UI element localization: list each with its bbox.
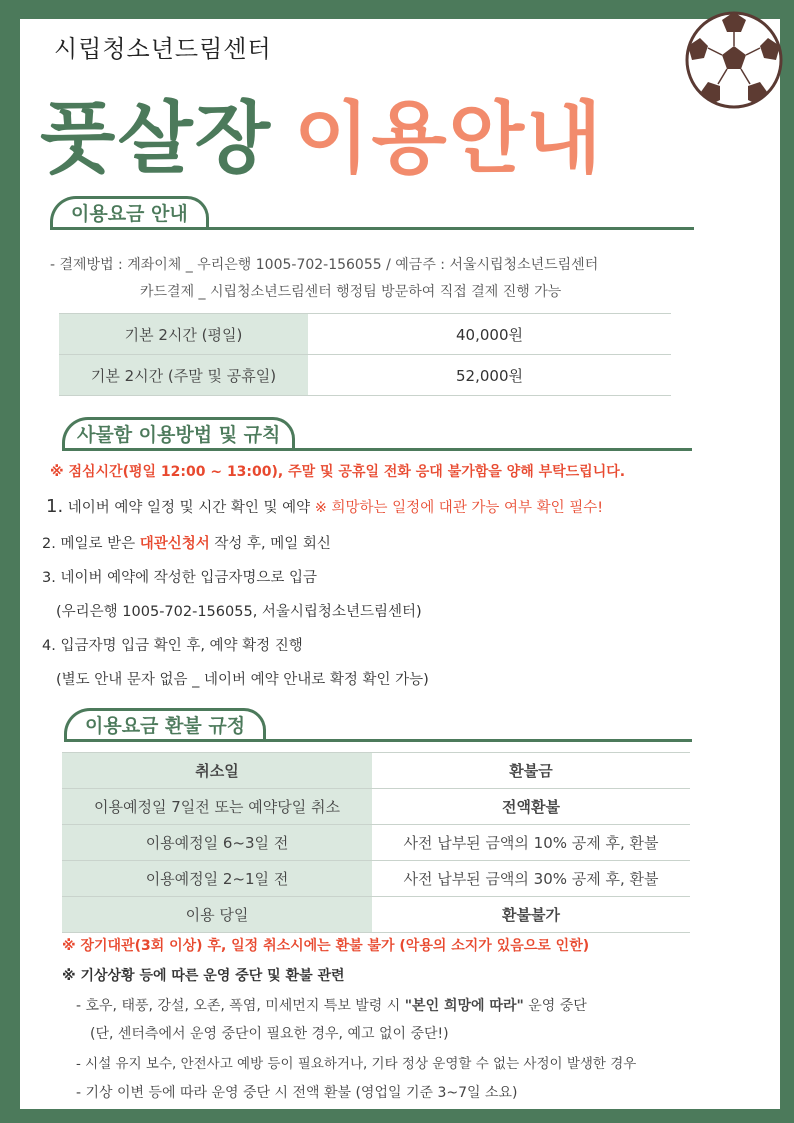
rules-section-title: 사물함 이용방법 및 규칙: [62, 417, 295, 450]
step-2: [42, 532, 331, 553]
weather-line-2: - 시설 유지 보수, 안전사고 예방 등이 필요하거나, 기타 정상 운영할 수 없는 사정이 발생한 경우: [76, 1056, 637, 1072]
soccer-ball-icon: [684, 10, 784, 110]
step-3: 3. 네이버 예약에 작성한 입금자명으로 입금: [42, 570, 317, 586]
refund-row: [62, 897, 690, 933]
price-table: [59, 313, 671, 396]
weather-line-1-sub: (단, 센터측에서 운영 중단이 필요한 경우, 예고 없이 중단!): [90, 1026, 449, 1042]
refund-amount: 환불불가: [372, 897, 690, 933]
weather-title: ※ 기상상황 등에 따른 운영 중단 및 환불 관련: [62, 968, 345, 984]
refund-day: 이용예정일 2~1일 전: [62, 861, 372, 897]
long-term-warning: ※ 장기대관(3회 이상) 후, 일정 취소시에는 환불 불가 (악용의 소지가 있음으로 인한): [62, 938, 590, 954]
weather-line-1: [76, 995, 587, 1015]
title-orange: 이용안내: [294, 94, 604, 184]
step-4-sub: (별도 안내 문자 없음 _ 네이버 예약 안내로 확정 확인 가능): [56, 672, 429, 688]
refund-day: 이용 당일: [62, 897, 372, 933]
refund-amount: 사전 납부된 금액의 30% 공제 후, 환불: [372, 861, 690, 897]
rules-section-header: [62, 417, 692, 451]
refund-section-header: [64, 708, 692, 742]
step-1-text: 네이버 예약 일정 및 시간 확인 및 예약: [67, 500, 311, 516]
step-3-sub: (우리은행 1005-702-156055, 서울시립청소년드림센터): [56, 604, 422, 620]
refund-section-title: 이용요금 환불 규정: [64, 708, 266, 741]
step-1-note: ※ 희망하는 일정에 대관 가능 여부 확인 필수!: [314, 500, 604, 516]
fee-section-header: [50, 196, 694, 230]
refund-row: [62, 825, 690, 861]
step-4: 4. 입금자명 입금 확인 후, 예약 확정 진행: [42, 638, 303, 654]
title-green: 풋살장: [40, 94, 273, 184]
fee-section-title: 이용요금 안내: [50, 196, 209, 229]
step-2-prefix: 2. 메일로 받은: [42, 536, 136, 552]
refund-header-day: 취소일: [62, 753, 372, 789]
step-1: [46, 496, 603, 517]
step-1-number: 1.: [46, 496, 64, 517]
refund-day: 이용예정일 6~3일 전: [62, 825, 372, 861]
refund-row: [62, 861, 690, 897]
weather-line-1-pre: - 호우, 태풍, 강설, 오존, 폭염, 미세먼지 특보 발령 시: [76, 998, 401, 1014]
weather-line-1-bold: "본인 희망에 따라": [404, 998, 524, 1014]
price-row: [59, 314, 671, 355]
refund-header-amount: 환불금: [372, 753, 690, 789]
weather-line-1-post: 운영 중단: [528, 998, 587, 1014]
organization-name: 시립청소년드림센터: [54, 35, 272, 63]
price-row: [59, 355, 671, 396]
section-line: [50, 227, 694, 230]
price-label: 기본 2시간 (평일): [59, 314, 308, 355]
step-2-highlight: 대관신청서: [139, 536, 210, 552]
section-line: [64, 739, 692, 742]
refund-amount: 전액환불: [372, 789, 690, 825]
page-title: [40, 76, 603, 188]
price-label: 기본 2시간 (주말 및 공휴일): [59, 355, 308, 396]
refund-table: [62, 752, 690, 933]
price-value: 52,000원: [308, 355, 671, 396]
price-value: 40,000원: [308, 314, 671, 355]
lunch-warning: ※ 점심시간(평일 12:00 ~ 13:00), 주말 및 공휴일 전화 응대 불가함을 양해 부탁드립니다.: [50, 464, 626, 480]
refund-day: 이용예정일 7일전 또는 예약당일 취소: [62, 789, 372, 825]
payment-method-line2: 카드결제 _ 시립청소년드림센터 행정팀 방문하여 직접 결제 진행 가능: [140, 284, 562, 300]
weather-line-3: - 기상 이변 등에 따라 운영 중단 시 전액 환불 (영업일 기준 3~7일 소요): [76, 1085, 518, 1101]
step-2-suffix: 작성 후, 메일 회신: [214, 536, 331, 552]
payment-method-line1: - 결제방법 : 계좌이체 _ 우리은행 1005-702-156055 / 예금주 : 서울시립청소년드림센터: [50, 257, 599, 273]
section-line: [62, 448, 692, 451]
refund-row: [62, 789, 690, 825]
refund-amount: 사전 납부된 금액의 10% 공제 후, 환불: [372, 825, 690, 861]
refund-header-row: [62, 753, 690, 789]
